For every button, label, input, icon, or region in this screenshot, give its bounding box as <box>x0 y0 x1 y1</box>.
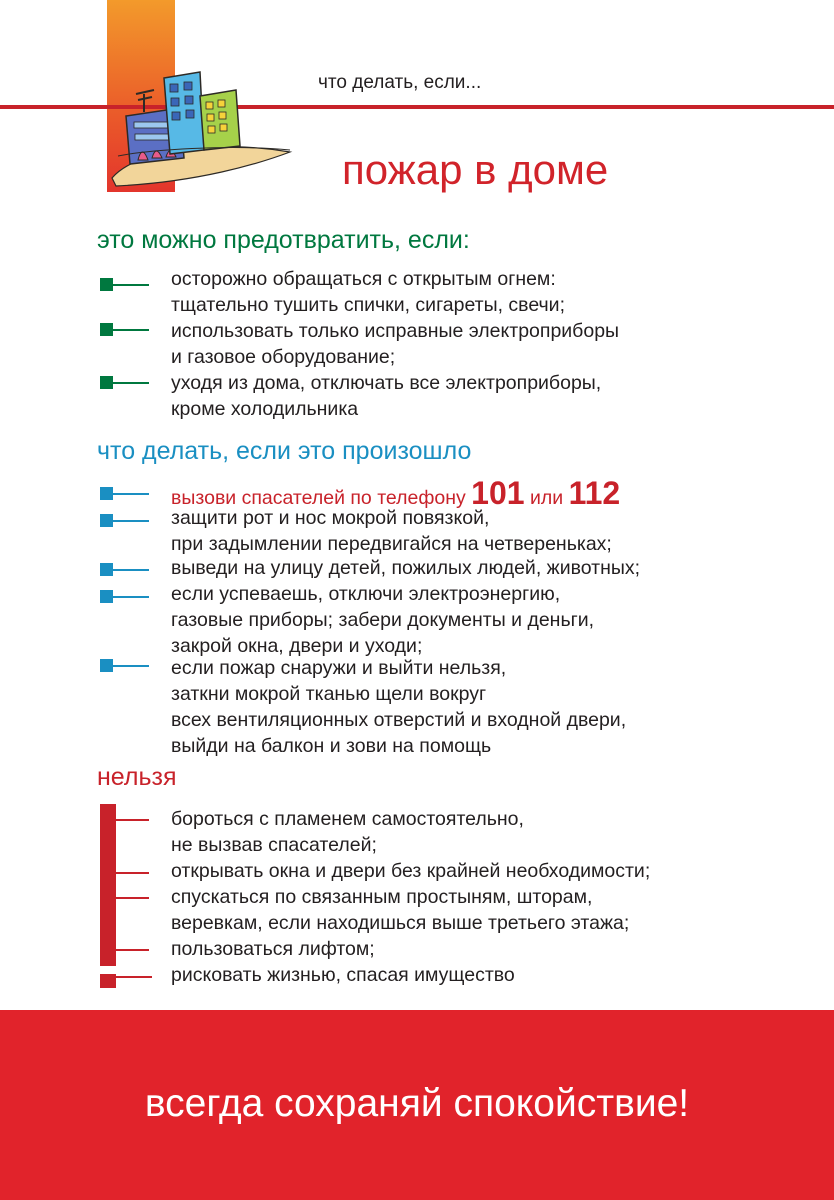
square-bullet-icon <box>100 278 113 291</box>
bullet-line <box>113 665 149 667</box>
square-bullet-icon <box>100 659 113 672</box>
or-word: или <box>529 487 564 509</box>
square-bullet-icon <box>100 974 116 988</box>
bullet-line <box>113 329 149 331</box>
square-bullet-icon <box>100 514 113 527</box>
emergency-number-112: 112 <box>568 475 621 511</box>
emergency-number-101: 101 <box>471 475 525 511</box>
forbidden-side-bar <box>100 804 116 966</box>
page-subtitle: что делать, если... <box>318 72 482 93</box>
list-item-text: спускаться по связанным простыням, шторам, веревкам, если находишься выше третьего этажа; <box>171 886 630 934</box>
bullet-line <box>116 976 152 978</box>
bullet-line <box>113 569 149 571</box>
bullet-line <box>113 520 149 522</box>
list-item-text: открывать окна и двери без крайней необходимости; <box>171 860 651 882</box>
list-item-text: бороться с пламенем самостоятельно, не вызвав спасателей; <box>171 808 524 856</box>
list-item-text: пользоваться лифтом; <box>171 938 375 960</box>
square-bullet-icon <box>100 323 113 336</box>
square-bullet-icon <box>100 487 113 500</box>
list-item-text: использовать только исправные электроприборы и газовое оборудование; <box>171 320 620 368</box>
list-item-text: выведи на улицу детей, пожилых людей, животных; <box>171 557 641 579</box>
list-item-text: уходя из дома, отключать все электроприборы, кроме холодильника <box>171 372 602 420</box>
bullet-line <box>113 493 149 495</box>
city-buildings-icon <box>108 60 298 190</box>
call-text: вызови спасателей по телефону <box>171 487 466 509</box>
bullet-line <box>113 949 149 951</box>
list-item-text: если пожар снаружи и выйти нельзя, заткни мокрой тканью щели вокруг всех вентиляционных отверстий и входной двери, выйди на балкон и зови на помощь <box>171 657 627 757</box>
square-bullet-icon <box>100 590 113 603</box>
page-title: пожар в доме <box>342 146 609 193</box>
list-item-text: если успеваешь, отключи электроэнергию, газовые приборы; забери документы и деньги, закрой окна, двери и уходи; <box>171 583 595 657</box>
footer-slogan: всегда сохраняй спокойствие! <box>144 1082 690 1125</box>
prevent-heading: это можно предотвратить, если: <box>97 226 470 254</box>
square-bullet-icon <box>100 376 113 389</box>
bullet-line <box>113 596 149 598</box>
list-item-text: осторожно обращаться с открытым огнем: тщательно тушить спички, сигареты, свечи; <box>171 268 565 316</box>
list-item-text: защити рот и нос мокрой повязкой, при задымлении передвигайся на четвереньках; <box>171 507 612 555</box>
action-heading: что делать, если это произошло <box>97 437 472 465</box>
bullet-line <box>113 872 149 874</box>
forbidden-heading: нельзя <box>97 763 177 791</box>
list-item-text: рисковать жизнью, спасая имущество <box>171 964 515 986</box>
square-bullet-icon <box>100 563 113 576</box>
bullet-line <box>113 897 149 899</box>
bullet-line <box>113 382 149 384</box>
bullet-line <box>113 819 149 821</box>
bullet-line <box>113 284 149 286</box>
